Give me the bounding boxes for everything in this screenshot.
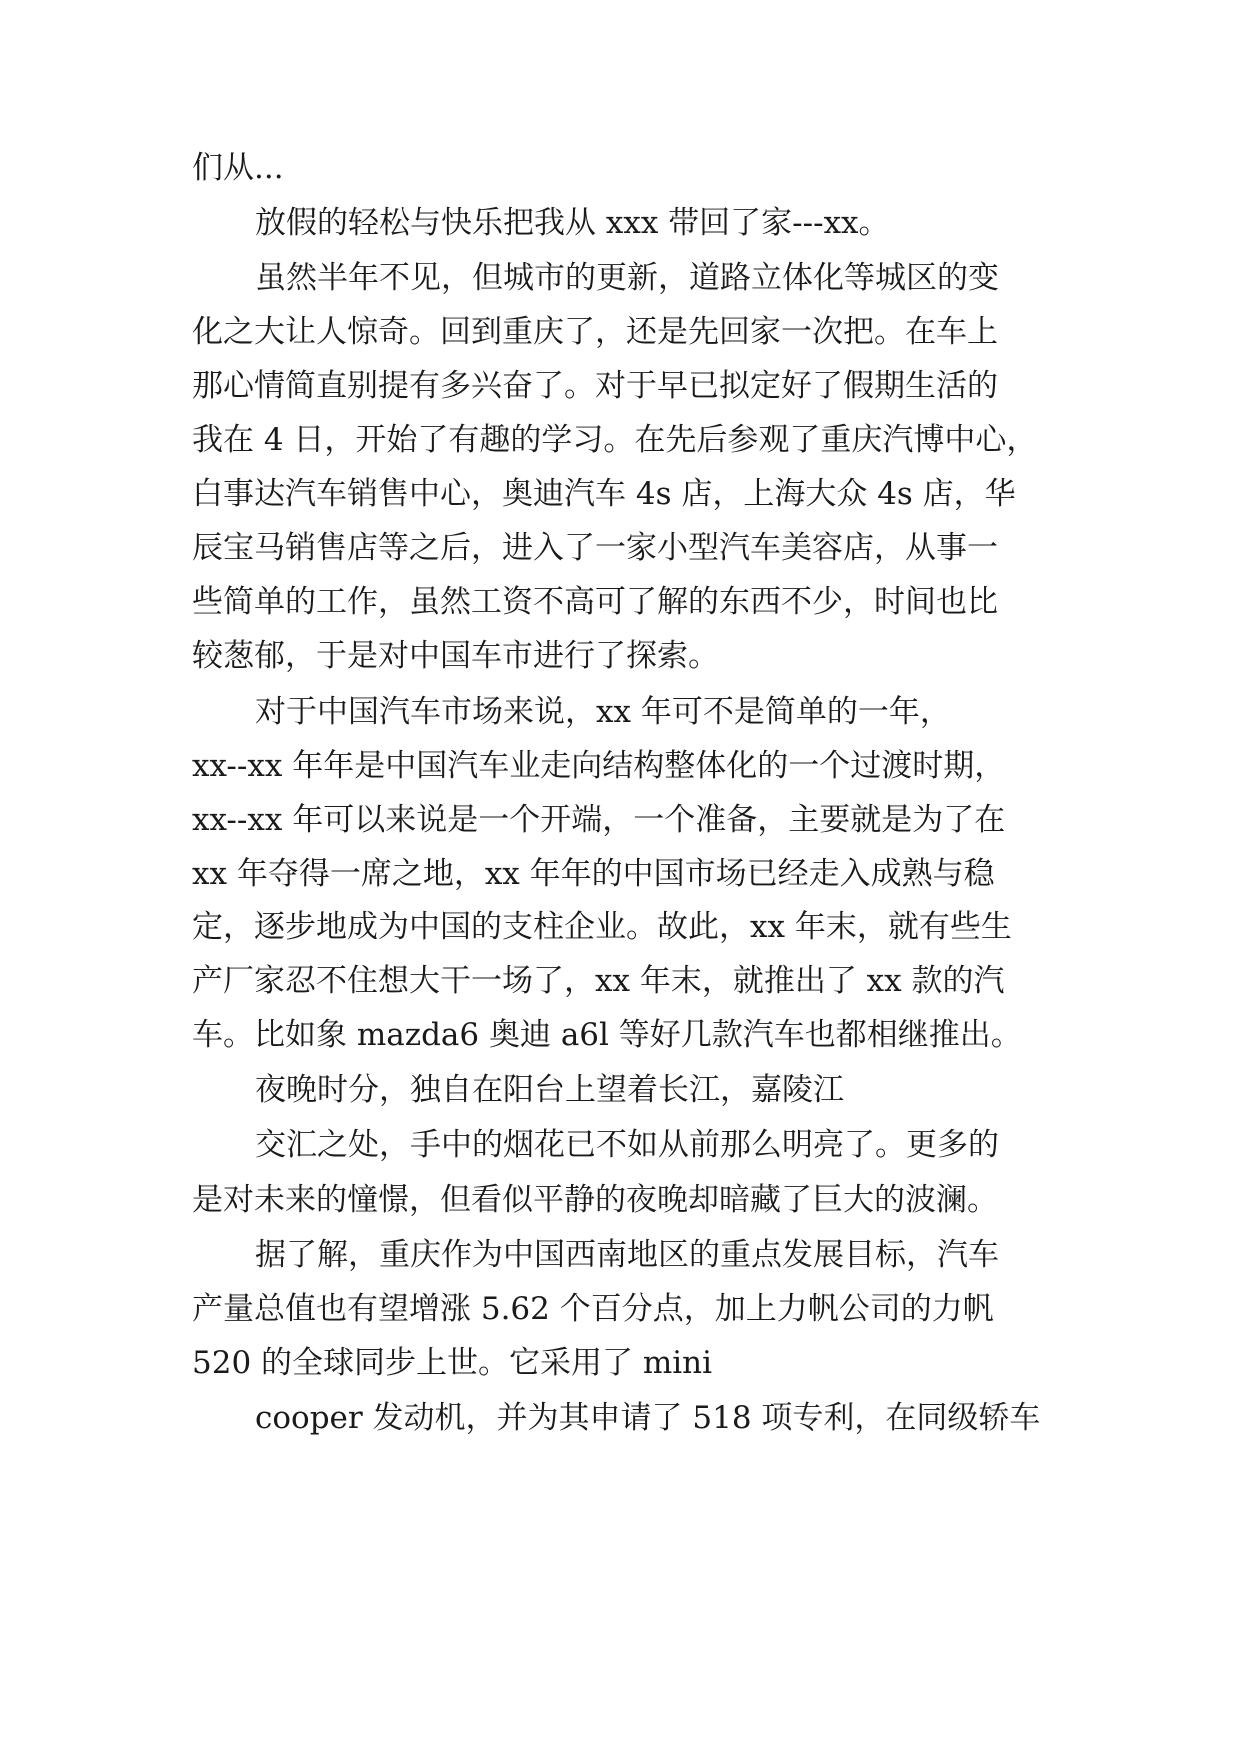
text-line: 车。比如象 mazda6 奥迪 a6l 等好几款汽车也都相继推出。 — [192, 1017, 1022, 1053]
paragraph-first-line: 虽然半年不见，但城市的更新，道路立体化等城区的变 — [255, 260, 999, 296]
text-line: 化之大让人惊奇。回到重庆了，还是先回家一次把。在车上 — [192, 314, 998, 350]
text-line: 那心情简直别提有多兴奋了。对于早已拟定好了假期生活的 — [192, 368, 998, 404]
text-line: 们从... — [192, 150, 284, 186]
text-line: 520 的全球同步上世。它采用了 mini — [192, 1345, 713, 1381]
text-line: 产量总值也有望增涨 5.62 个百分点，加上力帆公司的力帆 — [192, 1291, 994, 1327]
text-line: 些简单的工作，虽然工资不高可了解的东西不少，时间也比 — [192, 584, 998, 620]
paragraph-first-line: 交汇之处，手中的烟花已不如从前那么明亮了。更多的 — [255, 1127, 999, 1163]
text-line: 定，逐步地成为中国的支柱企业。故此，xx 年末，就有些生 — [192, 909, 1012, 945]
text-line: 较葱郁，于是对中国车市进行了探索。 — [192, 638, 719, 674]
text-line: 是对未来的憧憬，但看似平静的夜晚却暗藏了巨大的波澜。 — [192, 1182, 998, 1218]
paragraph-first-line: 对于中国汽车市场来说，xx 年可不是简单的一年， — [255, 694, 951, 730]
paragraph-first-line: 据了解，重庆作为中国西南地区的重点发展目标，汽车 — [255, 1237, 999, 1273]
text-line: 白事达汽车销售中心，奥迪汽车 4s 店，上海大众 4s 店，华 — [192, 476, 1016, 512]
paragraph-first-line: cooper 发动机，并为其申请了 518 项专利，在同级轿车 — [255, 1400, 1041, 1436]
text-line: xx--xx 年可以来说是一个开端，一个准备，主要就是为了在 — [192, 802, 1006, 838]
paragraph-first-line: 夜晚时分，独自在阳台上望着长江，嘉陵江 — [255, 1072, 844, 1108]
text-line: xx--xx 年年是中国汽车业走向结构整体化的一个过渡时期， — [192, 748, 1006, 784]
paragraph-first-line: 放假的轻松与快乐把我从 xxx 带回了家---xx。 — [255, 205, 890, 241]
text-line: xx 年夺得一席之地，xx 年年的中国市场已经走入成熟与稳 — [192, 856, 995, 892]
text-line: 我在 4 日，开始了有趣的学习。在先后参观了重庆汽博中心， — [192, 422, 1038, 458]
text-line: 辰宝马销售店等之后，进入了一家小型汽车美容店，从事一 — [192, 530, 998, 566]
text-line: 产厂家忍不住想大干一场了，xx 年末，就推出了 xx 款的汽 — [192, 963, 1005, 999]
